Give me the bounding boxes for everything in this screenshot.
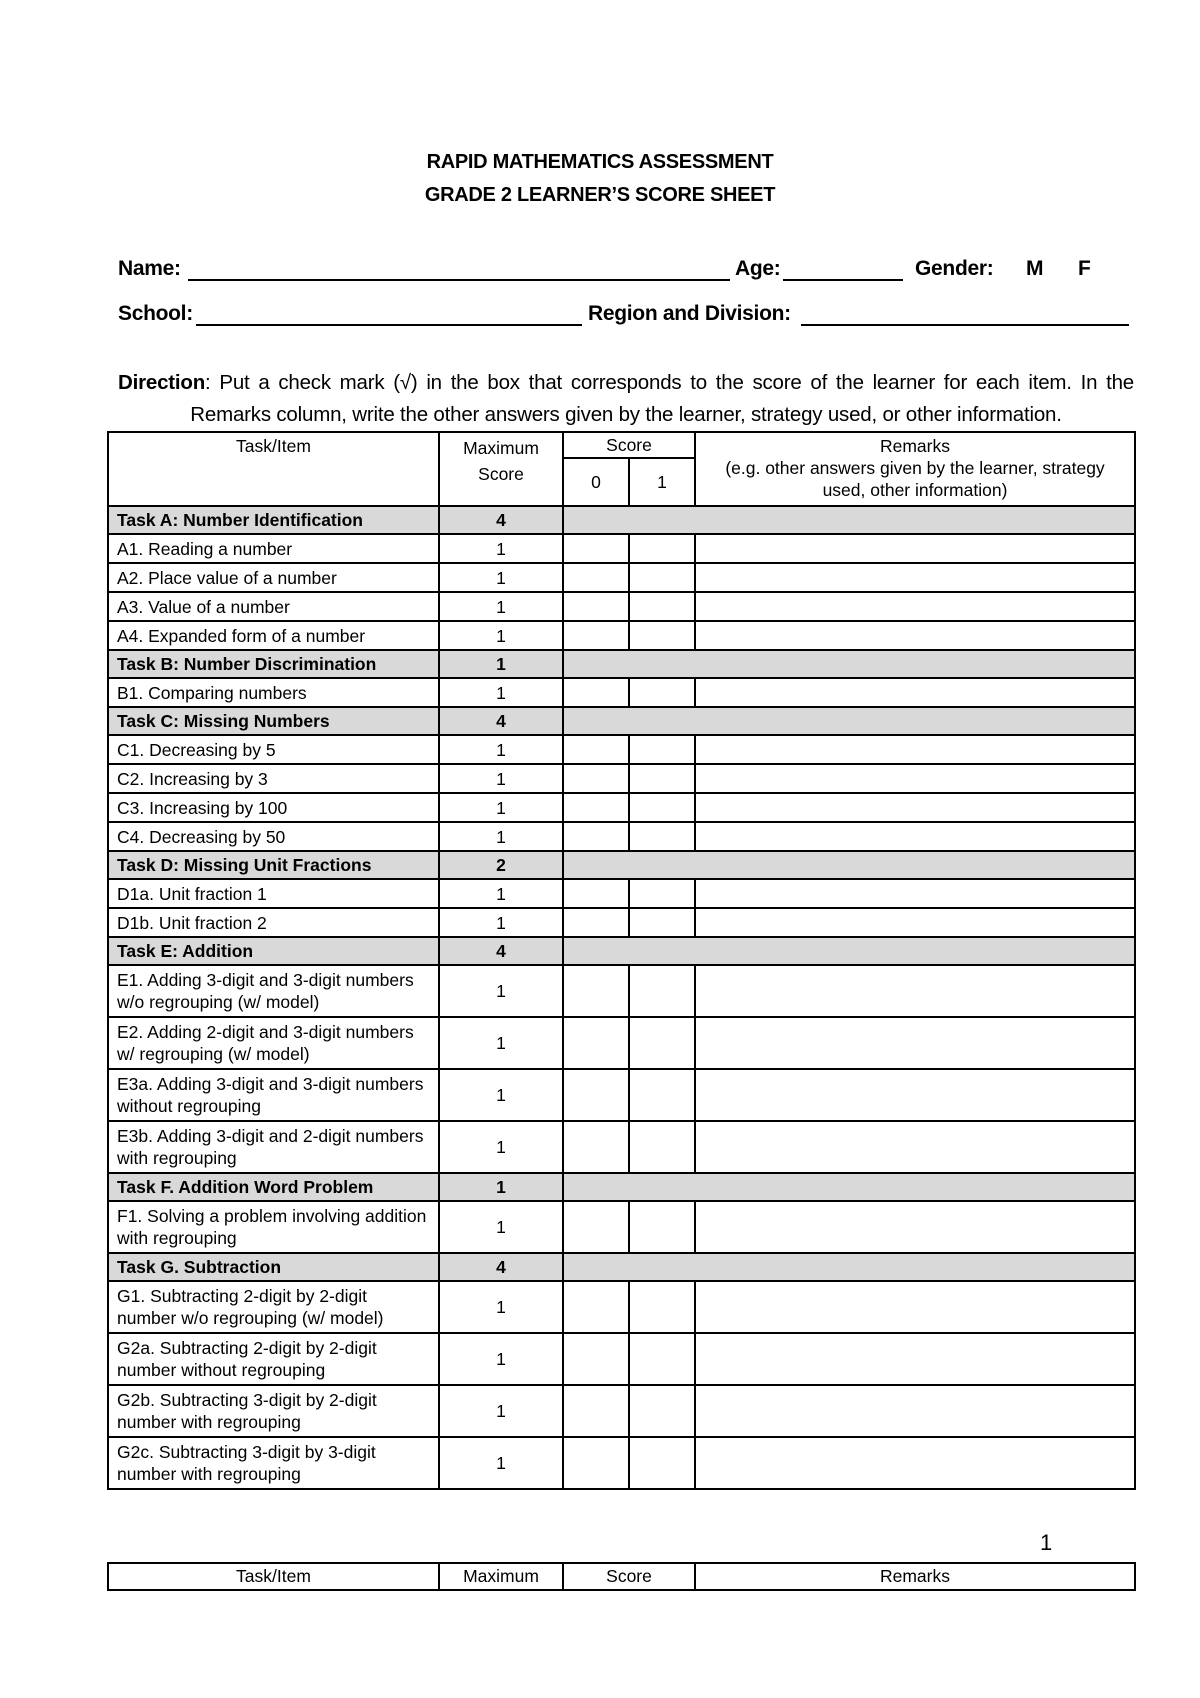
item-label: F1. Solving a problem involving addition with regrouping	[108, 1201, 439, 1253]
item-label: G1. Subtracting 2-digit by 2-digit number w/o regrouping (w/ model)	[108, 1281, 439, 1333]
document-title: RAPID MATHEMATICS ASSESSMENT	[426, 151, 774, 173]
score-0-checkbox[interactable]	[563, 1437, 629, 1489]
header-max-score: Maximum Score	[439, 432, 563, 506]
task-title: Task C: Missing Numbers	[108, 707, 439, 735]
header-remarks-title: Remarks	[879, 436, 950, 456]
remarks-cell[interactable]	[695, 764, 1135, 793]
score-1-checkbox[interactable]	[629, 1385, 695, 1437]
item-max-score: 1	[439, 1437, 563, 1489]
item-row	[108, 1121, 1135, 1173]
task-shaded-cell	[563, 937, 1135, 965]
item-max-score: 1	[439, 1281, 563, 1333]
remarks-cell[interactable]	[695, 1069, 1135, 1121]
header-remarks	[695, 432, 1135, 506]
header-score-1: 1	[629, 458, 695, 506]
item-row	[108, 1437, 1135, 1489]
score-0-checkbox[interactable]	[563, 1333, 629, 1385]
score-1-checkbox[interactable]	[629, 563, 695, 592]
item-label: G2c. Subtracting 3-digit by 3-digit number with regrouping	[108, 1437, 439, 1489]
task-max-score: 4	[439, 937, 563, 965]
task-shaded-cell	[563, 1253, 1135, 1281]
score-1-checkbox[interactable]	[629, 1069, 695, 1121]
item-label: C4. Decreasing by 50	[108, 822, 439, 851]
score-0-checkbox[interactable]	[563, 678, 629, 707]
item-row	[108, 1069, 1135, 1121]
task-header-row	[108, 1173, 1135, 1201]
item-label: G2b. Subtracting 3-digit by 2-digit number with regrouping	[108, 1385, 439, 1437]
item-row	[108, 1201, 1135, 1253]
score-0-checkbox[interactable]	[563, 1121, 629, 1173]
page-number: 1	[1040, 1530, 1053, 1555]
item-max-score: 1	[439, 908, 563, 937]
age-label: Age:	[735, 257, 781, 280]
item-label: A3. Value of a number	[108, 592, 439, 621]
header-score: Score	[563, 432, 695, 458]
next-header-task: Task/Item	[108, 1563, 439, 1590]
item-max-score: 1	[439, 1201, 563, 1253]
item-row	[108, 965, 1135, 1017]
item-max-score: 1	[439, 1333, 563, 1385]
score-0-checkbox[interactable]	[563, 1069, 629, 1121]
school-label: School:	[118, 302, 193, 325]
score-0-checkbox[interactable]	[563, 908, 629, 937]
task-shaded-cell	[563, 506, 1135, 534]
item-row	[108, 908, 1135, 937]
item-max-score: 1	[439, 678, 563, 707]
score-1-checkbox[interactable]	[629, 822, 695, 851]
remarks-cell[interactable]	[695, 678, 1135, 707]
task-header-row	[108, 851, 1135, 879]
score-1-checkbox[interactable]	[629, 592, 695, 621]
school-field[interactable]	[196, 302, 582, 326]
score-1-checkbox[interactable]	[629, 621, 695, 650]
header-remarks-note: (e.g. other answers given by the learner, strategy used, other information)	[725, 458, 1105, 500]
document-subtitle: GRADE 2 LEARNER’S SCORE SHEET	[424, 184, 776, 206]
remarks-cell[interactable]	[695, 1385, 1135, 1437]
score-1-checkbox[interactable]	[629, 908, 695, 937]
item-max-score: 1	[439, 534, 563, 563]
item-label: E3b. Adding 3-digit and 2-digit numbers with regrouping	[108, 1121, 439, 1173]
item-label: A1. Reading a number	[108, 534, 439, 563]
item-label: E2. Adding 2-digit and 3-digit numbers w/ regrouping (w/ model)	[108, 1017, 439, 1069]
item-row	[108, 592, 1135, 621]
remarks-cell[interactable]	[695, 908, 1135, 937]
item-row	[108, 534, 1135, 563]
remarks-cell[interactable]	[695, 1281, 1135, 1333]
table-header-row-1	[108, 432, 1135, 458]
score-1-checkbox[interactable]	[629, 793, 695, 822]
item-label: A4. Expanded form of a number	[108, 621, 439, 650]
item-row	[108, 1333, 1135, 1385]
remarks-cell[interactable]	[695, 534, 1135, 563]
task-title: Task E: Addition	[108, 937, 439, 965]
item-max-score: 1	[439, 1017, 563, 1069]
item-max-score: 1	[439, 1121, 563, 1173]
score-1-checkbox[interactable]	[629, 1333, 695, 1385]
score-0-checkbox[interactable]	[563, 735, 629, 764]
task-max-score: 1	[439, 650, 563, 678]
next-header-score: Score	[563, 1563, 695, 1590]
score-1-checkbox[interactable]	[629, 764, 695, 793]
gender-label: Gender:	[915, 257, 994, 280]
age-field[interactable]	[783, 257, 903, 281]
item-max-score: 1	[439, 793, 563, 822]
item-label: E3a. Adding 3-digit and 3-digit numbers without regrouping	[108, 1069, 439, 1121]
remarks-cell[interactable]	[695, 1201, 1135, 1253]
score-1-checkbox[interactable]	[629, 1437, 695, 1489]
task-shaded-cell	[563, 650, 1135, 678]
item-max-score: 1	[439, 735, 563, 764]
item-row	[108, 563, 1135, 592]
item-label: D1a. Unit fraction 1	[108, 879, 439, 908]
item-row	[108, 1017, 1135, 1069]
item-max-score: 1	[439, 621, 563, 650]
score-1-checkbox[interactable]	[629, 965, 695, 1017]
item-row	[108, 678, 1135, 707]
score-1-checkbox[interactable]	[629, 534, 695, 563]
task-max-score: 4	[439, 1253, 563, 1281]
remarks-cell[interactable]	[695, 735, 1135, 764]
task-title: Task G. Subtraction	[108, 1253, 439, 1281]
name-label: Name:	[118, 257, 181, 280]
region-field[interactable]	[801, 302, 1129, 326]
item-label: C2. Increasing by 3	[108, 764, 439, 793]
task-header-row	[108, 506, 1135, 534]
task-title: Task A: Number Identification	[108, 506, 439, 534]
next-page-header-row	[108, 1563, 1135, 1590]
item-label: G2a. Subtracting 2-digit by 2-digit number without regrouping	[108, 1333, 439, 1385]
task-max-score: 1	[439, 1173, 563, 1201]
item-max-score: 1	[439, 563, 563, 592]
score-1-checkbox[interactable]	[629, 678, 695, 707]
remarks-cell[interactable]	[695, 879, 1135, 908]
score-0-checkbox[interactable]	[563, 793, 629, 822]
item-max-score: 1	[439, 965, 563, 1017]
remarks-cell[interactable]	[695, 822, 1135, 851]
score-0-checkbox[interactable]	[563, 879, 629, 908]
item-label: E1. Adding 3-digit and 3-digit numbers w/o regrouping (w/ model)	[108, 965, 439, 1017]
remarks-cell[interactable]	[695, 965, 1135, 1017]
remarks-cell[interactable]	[695, 1333, 1135, 1385]
item-row	[108, 822, 1135, 851]
next-page-table-header	[107, 1562, 1136, 1591]
item-label: D1b. Unit fraction 2	[108, 908, 439, 937]
region-label: Region and Division:	[588, 302, 791, 325]
item-max-score: 1	[439, 592, 563, 621]
score-1-checkbox[interactable]	[629, 879, 695, 908]
item-row	[108, 621, 1135, 650]
remarks-cell[interactable]	[695, 1121, 1135, 1173]
score-0-checkbox[interactable]	[563, 1385, 629, 1437]
task-shaded-cell	[563, 707, 1135, 735]
task-shaded-cell	[563, 1173, 1135, 1201]
score-0-checkbox[interactable]	[563, 592, 629, 621]
gender-option-m[interactable]: M	[1026, 257, 1044, 280]
remarks-cell[interactable]	[695, 793, 1135, 822]
task-max-score: 4	[439, 707, 563, 735]
remarks-cell[interactable]	[695, 592, 1135, 621]
item-max-score: 1	[439, 822, 563, 851]
next-header-max: Maximum	[439, 1563, 563, 1590]
score-0-checkbox[interactable]	[563, 965, 629, 1017]
next-header-remarks: Remarks	[695, 1563, 1135, 1590]
score-0-checkbox[interactable]	[563, 822, 629, 851]
direction-text	[118, 367, 1134, 431]
task-header-row	[108, 707, 1135, 735]
item-row	[108, 879, 1135, 908]
remarks-cell[interactable]	[695, 621, 1135, 650]
name-field[interactable]	[188, 257, 730, 281]
score-0-checkbox[interactable]	[563, 621, 629, 650]
task-header-row	[108, 650, 1135, 678]
remarks-cell[interactable]	[695, 1437, 1135, 1489]
score-1-checkbox[interactable]	[629, 735, 695, 764]
direction-body: : Put a check mark (√) in the box that corresponds to the score of the learner for each item. In the Remarks column, write the other answers given by the learner, strategy used, or other information.	[190, 371, 1134, 426]
item-max-score: 1	[439, 1385, 563, 1437]
task-shaded-cell	[563, 851, 1135, 879]
score-1-checkbox[interactable]	[629, 1281, 695, 1333]
score-0-checkbox[interactable]	[563, 563, 629, 592]
remarks-cell[interactable]	[695, 1017, 1135, 1069]
task-max-score: 2	[439, 851, 563, 879]
score-0-checkbox[interactable]	[563, 764, 629, 793]
item-row	[108, 1281, 1135, 1333]
item-row	[108, 1385, 1135, 1437]
score-0-checkbox[interactable]	[563, 1281, 629, 1333]
item-row	[108, 735, 1135, 764]
task-max-score: 4	[439, 506, 563, 534]
item-label: A2. Place value of a number	[108, 563, 439, 592]
score-0-checkbox[interactable]	[563, 534, 629, 563]
task-title: Task F. Addition Word Problem	[108, 1173, 439, 1201]
item-max-score: 1	[439, 879, 563, 908]
item-label: B1. Comparing numbers	[108, 678, 439, 707]
score-0-checkbox[interactable]	[563, 1017, 629, 1069]
direction-label: Direction	[118, 371, 206, 394]
task-title: Task D: Missing Unit Fractions	[108, 851, 439, 879]
item-label: C1. Decreasing by 5	[108, 735, 439, 764]
item-row	[108, 793, 1135, 822]
score-0-checkbox[interactable]	[563, 1201, 629, 1253]
remarks-cell[interactable]	[695, 563, 1135, 592]
task-title: Task B: Number Discrimination	[108, 650, 439, 678]
item-max-score: 1	[439, 1069, 563, 1121]
score-1-checkbox[interactable]	[629, 1017, 695, 1069]
score-1-checkbox[interactable]	[629, 1201, 695, 1253]
item-row	[108, 764, 1135, 793]
gender-option-f[interactable]: F	[1078, 257, 1091, 280]
header-score-0: 0	[563, 458, 629, 506]
task-header-row	[108, 1253, 1135, 1281]
task-header-row	[108, 937, 1135, 965]
header-task-item: Task/Item	[108, 432, 439, 506]
item-label: C3. Increasing by 100	[108, 793, 439, 822]
score-1-checkbox[interactable]	[629, 1121, 695, 1173]
item-max-score: 1	[439, 764, 563, 793]
score-table	[107, 431, 1136, 1490]
